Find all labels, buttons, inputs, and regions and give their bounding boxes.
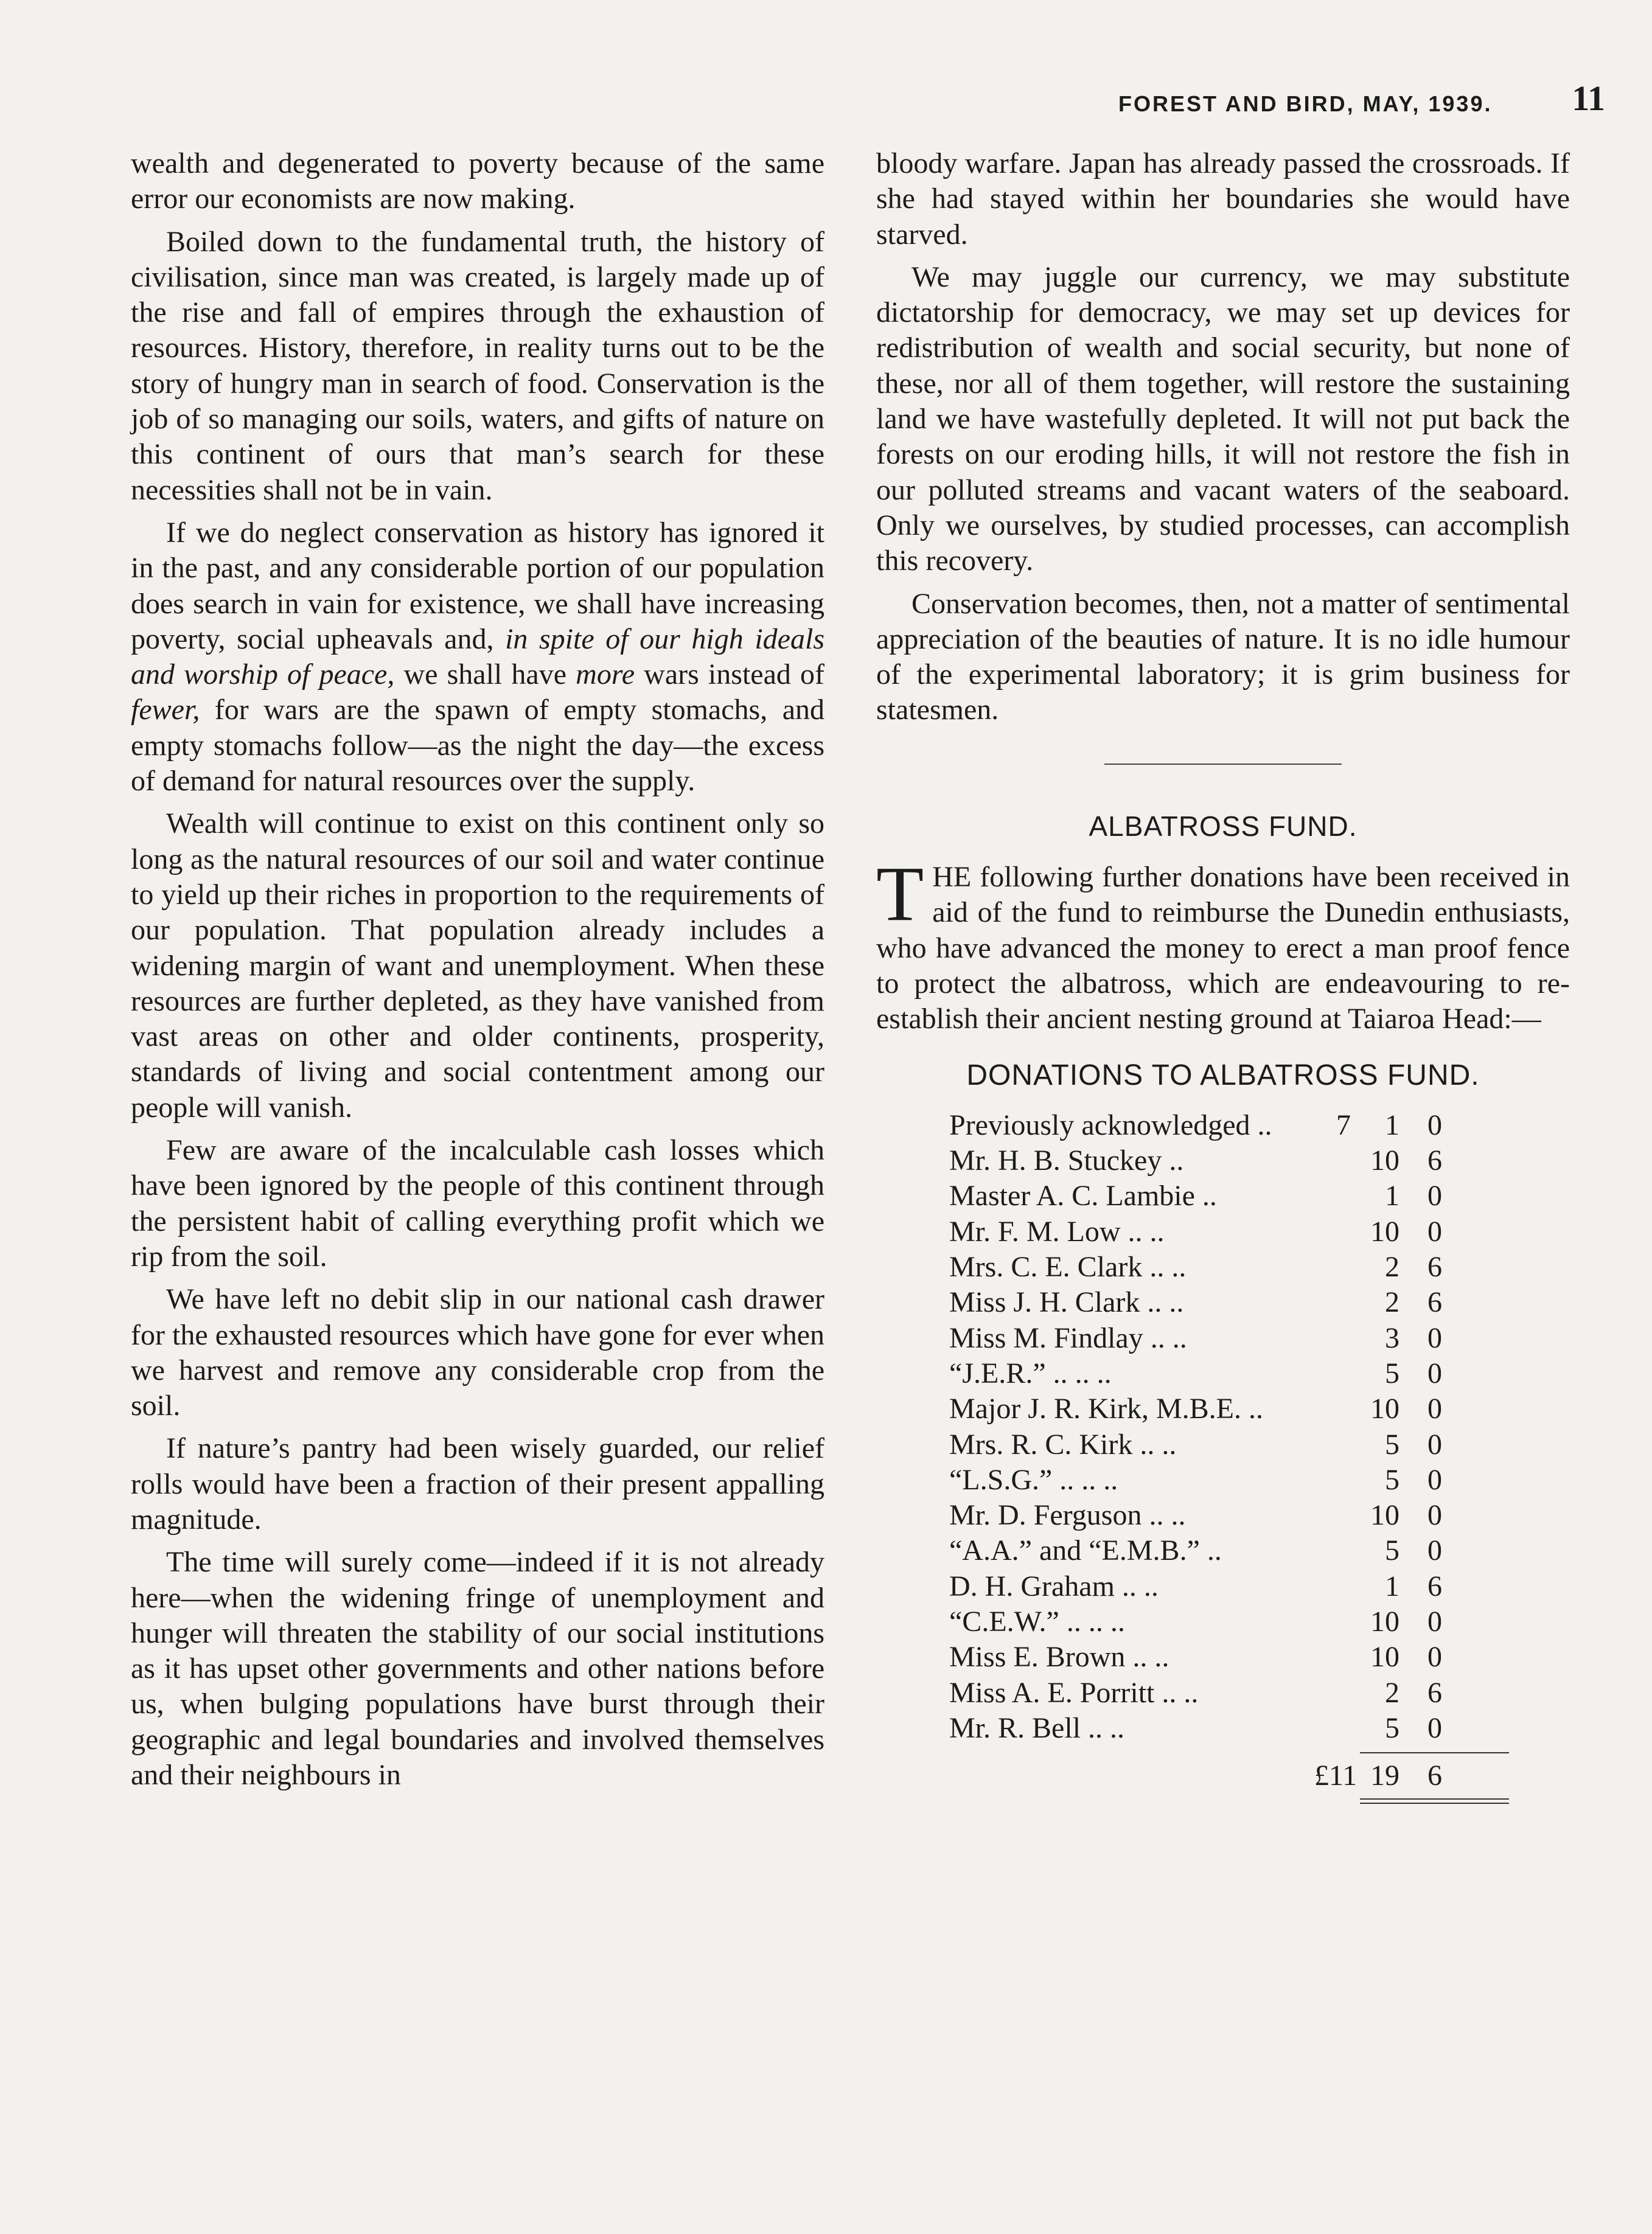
donation-row [949, 1143, 1497, 1178]
total-double-rule [1360, 1798, 1509, 1804]
donation-pence: 0 [1427, 1711, 1442, 1744]
total-rule [1360, 1752, 1509, 1753]
donor-name: “J.E.R.” .. .. .. [949, 1357, 1112, 1390]
donation-row [949, 1569, 1497, 1604]
section-title: ALBATROSS FUND. [1089, 810, 1357, 842]
donation-row [949, 1356, 1497, 1391]
donation-row [949, 1285, 1497, 1320]
donation-shillings: 5 [1385, 1463, 1399, 1496]
donation-pence: 0 [1427, 1499, 1442, 1532]
emphasis: fewer, [131, 694, 200, 726]
intro-text: HE following further donations have been received in aid of the fund to reimburse the Dunedin enthusiasts, who have advanced the money to erect a man proof fence to protect the albatross, which are endeavouring to re-establish their ancient nesting ground at Taiaroa Head:— [876, 861, 1570, 1035]
donation-pence: 6 [1427, 1251, 1442, 1284]
donation-shillings: 10 [1370, 1144, 1399, 1177]
donation-pence: 0 [1427, 1215, 1442, 1248]
donor-name: Mrs. C. E. Clark .. .. [949, 1251, 1187, 1284]
text-span: wars instead of [635, 658, 825, 691]
paragraph: We have left no debit slip in our national cash drawer for the exhausted resources which have gone for ever when we harvest and remove any considerable crop from the soil. [131, 1283, 824, 1422]
donation-pence: 6 [1427, 1144, 1442, 1177]
donation-pence: 0 [1427, 1641, 1442, 1674]
paragraph: Wealth will continue to exist on this continent only so long as the natural resources of our soil and water continue to yield up their riches in proportion to the requirements of our population. That population already includes a widening margin of want and unemployment. When these resources are further depleted, as they have vanished from vast areas on other and older continents, prosperity, standards of living and social contentment among our people will vanish. [131, 807, 824, 1124]
text-span: If we do neglect conservation as history has ignored it in the past, and any considerable portion of our population does search in vain for existence, we shall have increasing poverty, social upheavals and, [131, 516, 824, 655]
page-number: 11 [1572, 78, 1605, 118]
intro-paragraph [876, 851, 1570, 1037]
donation-shillings: 10 [1370, 1641, 1399, 1674]
donation-row [949, 1533, 1497, 1568]
donation-shillings: 10 [1370, 1499, 1399, 1532]
donor-name: Previously acknowledged .. [949, 1108, 1272, 1141]
donation-shillings: 1 [1385, 1180, 1399, 1213]
donation-pence: 0 [1427, 1321, 1442, 1354]
donor-name: Miss M. Findlay .. .. [949, 1321, 1187, 1354]
donation-shillings: 5 [1385, 1711, 1399, 1744]
running-head: FOREST AND BIRD, MAY, 1939. [1118, 91, 1493, 116]
text-span: for wars are the spawn of empty stomachs, and empty stomachs follow—as the night the day—the excess of demand for natural resources over the supply. [131, 694, 824, 798]
donation-row [949, 1711, 1497, 1746]
donation-pence: 6 [1427, 1676, 1442, 1709]
donor-name: “C.E.W.” .. .. .. [949, 1605, 1125, 1638]
donation-row [949, 1640, 1497, 1675]
donor-name: Mrs. R. C. Kirk .. .. [949, 1428, 1177, 1461]
donation-pence: 6 [1427, 1286, 1442, 1319]
text-span: we shall have [394, 658, 576, 691]
page-header [1118, 78, 1605, 120]
donor-name: Mr. H. B. Stuckey .. [949, 1144, 1184, 1177]
donor-name: D. H. Graham .. .. [949, 1570, 1159, 1602]
donor-name: “A.A.” and “E.M.B.” .. [949, 1534, 1222, 1567]
donation-pence: 0 [1427, 1393, 1442, 1425]
donation-row [949, 1108, 1497, 1143]
donor-name: Major J. R. Kirk, M.B.E. .. [949, 1393, 1263, 1425]
donation-shillings: 5 [1385, 1357, 1399, 1390]
paragraph: If nature’s pantry had been wisely guarded, our relief rolls would have been a fraction of their present appalling magnitude. [131, 1432, 824, 1536]
donation-row [949, 1463, 1497, 1498]
donation-row [949, 1250, 1497, 1285]
donation-pence: 0 [1427, 1180, 1442, 1213]
donation-shillings: 1 [1385, 1570, 1399, 1602]
donation-pence: 0 [1427, 1605, 1442, 1638]
donation-pence: 0 [1427, 1108, 1442, 1141]
total-pounds: £11 [1314, 1759, 1357, 1792]
donation-shillings: 2 [1385, 1676, 1399, 1709]
donation-pence: 0 [1427, 1428, 1442, 1461]
paragraph: Boiled down to the fundamental truth, the history of civilisation, since man was created, is largely made up of the rise and fall of empires through the exhaustion of resources. History, therefore, in reality turns out to be the story of hungry man in search of food. Conservation is the job of so managing our soils, waters, and gifts of nature on this continent of ours that man’s search for these necessities shall not be in vain. [131, 225, 824, 506]
section-divider [1104, 764, 1342, 765]
donor-name: Miss E. Brown .. .. [949, 1641, 1169, 1674]
donation-shillings: 10 [1370, 1393, 1399, 1425]
donations-table-title: DONATIONS TO ALBATROSS FUND. [966, 1059, 1480, 1091]
donations-table [949, 1108, 1497, 1804]
donation-pence: 6 [1427, 1570, 1442, 1602]
donation-pence: 0 [1427, 1357, 1442, 1390]
donation-row [949, 1676, 1497, 1711]
donation-pence: 0 [1427, 1463, 1442, 1496]
donation-shillings: 1 [1385, 1108, 1399, 1141]
paragraph: wealth and degenerated to poverty because of the same error our economists are now making. [131, 147, 824, 215]
right-column [876, 146, 1570, 1804]
donation-row [949, 1498, 1497, 1533]
donation-row [949, 1214, 1497, 1250]
drop-cap: T [876, 851, 924, 938]
donor-name: Miss A. E. Porritt .. .. [949, 1676, 1199, 1709]
total-shillings: 19 [1370, 1759, 1399, 1792]
donation-row [949, 1178, 1497, 1214]
donor-name: Mr. F. M. Low .. .. [949, 1215, 1165, 1248]
donation-row [949, 1391, 1497, 1427]
donation-shillings: 5 [1385, 1534, 1399, 1567]
donation-row [949, 1604, 1497, 1640]
paragraph: bloody warfare. Japan has already passed the crossroads. If she had stayed within her boundaries she would have starved. [876, 147, 1570, 251]
paragraph: The time will surely come—indeed if it is not already here—when the widening fringe of unemployment and hunger will threaten the stability of our social institutions as it has upset other governments and other nations before us, when bulging populations have burst through their geographic and legal boundaries and involved themselves and their neighbours in [131, 1546, 824, 1792]
donor-name: Miss J. H. Clark .. .. [949, 1286, 1184, 1319]
donor-name: “L.S.G.” .. .. .. [949, 1463, 1118, 1496]
donation-pounds: 7 [1336, 1108, 1351, 1141]
donation-shillings: 10 [1370, 1215, 1399, 1248]
donation-shillings: 10 [1370, 1605, 1399, 1638]
paragraph: Conservation becomes, then, not a matter of sentimental appreciation of the beauties of nature. It is no idle humour of the experimental laboratory; it is grim business for statesmen. [876, 587, 1570, 726]
donation-shillings: 2 [1385, 1251, 1399, 1284]
donation-shillings: 5 [1385, 1428, 1399, 1461]
donor-name: Mr. D. Ferguson .. .. [949, 1499, 1186, 1532]
total-row [949, 1758, 1497, 1794]
donation-row [949, 1321, 1497, 1356]
donor-name: Master A. C. Lambie .. [949, 1180, 1217, 1213]
donation-row [949, 1427, 1497, 1463]
donation-shillings: 3 [1385, 1321, 1399, 1354]
donation-pence: 0 [1427, 1534, 1442, 1567]
paragraph-conservation-war [131, 515, 824, 799]
donation-shillings: 2 [1385, 1286, 1399, 1319]
left-column [131, 146, 824, 1800]
paragraph: Few are aware of the incalculable cash losses which have been ignored by the people of this continent through the persistent habit of calling everything profit which we rip from the soil. [131, 1134, 824, 1273]
emphasis: in spite of our high ideals and worship of peace, [131, 622, 825, 691]
donor-name: Mr. R. Bell .. .. [949, 1711, 1125, 1744]
paragraph: We may juggle our currency, we may substitute dictatorship for democracy, we may set up devices for redistribution of wealth and social security, but none of these, nor all of them together, will restore the sustaining land we have wastefully depleted. It will not put back the forests on our eroding hills, it will not restore the fish in our polluted streams and vacant waters of the seaboard. Only we ourselves, by studied processes, can accomplish this recovery. [876, 260, 1570, 577]
total-pence: 6 [1427, 1759, 1442, 1792]
emphasis: more [576, 658, 635, 691]
